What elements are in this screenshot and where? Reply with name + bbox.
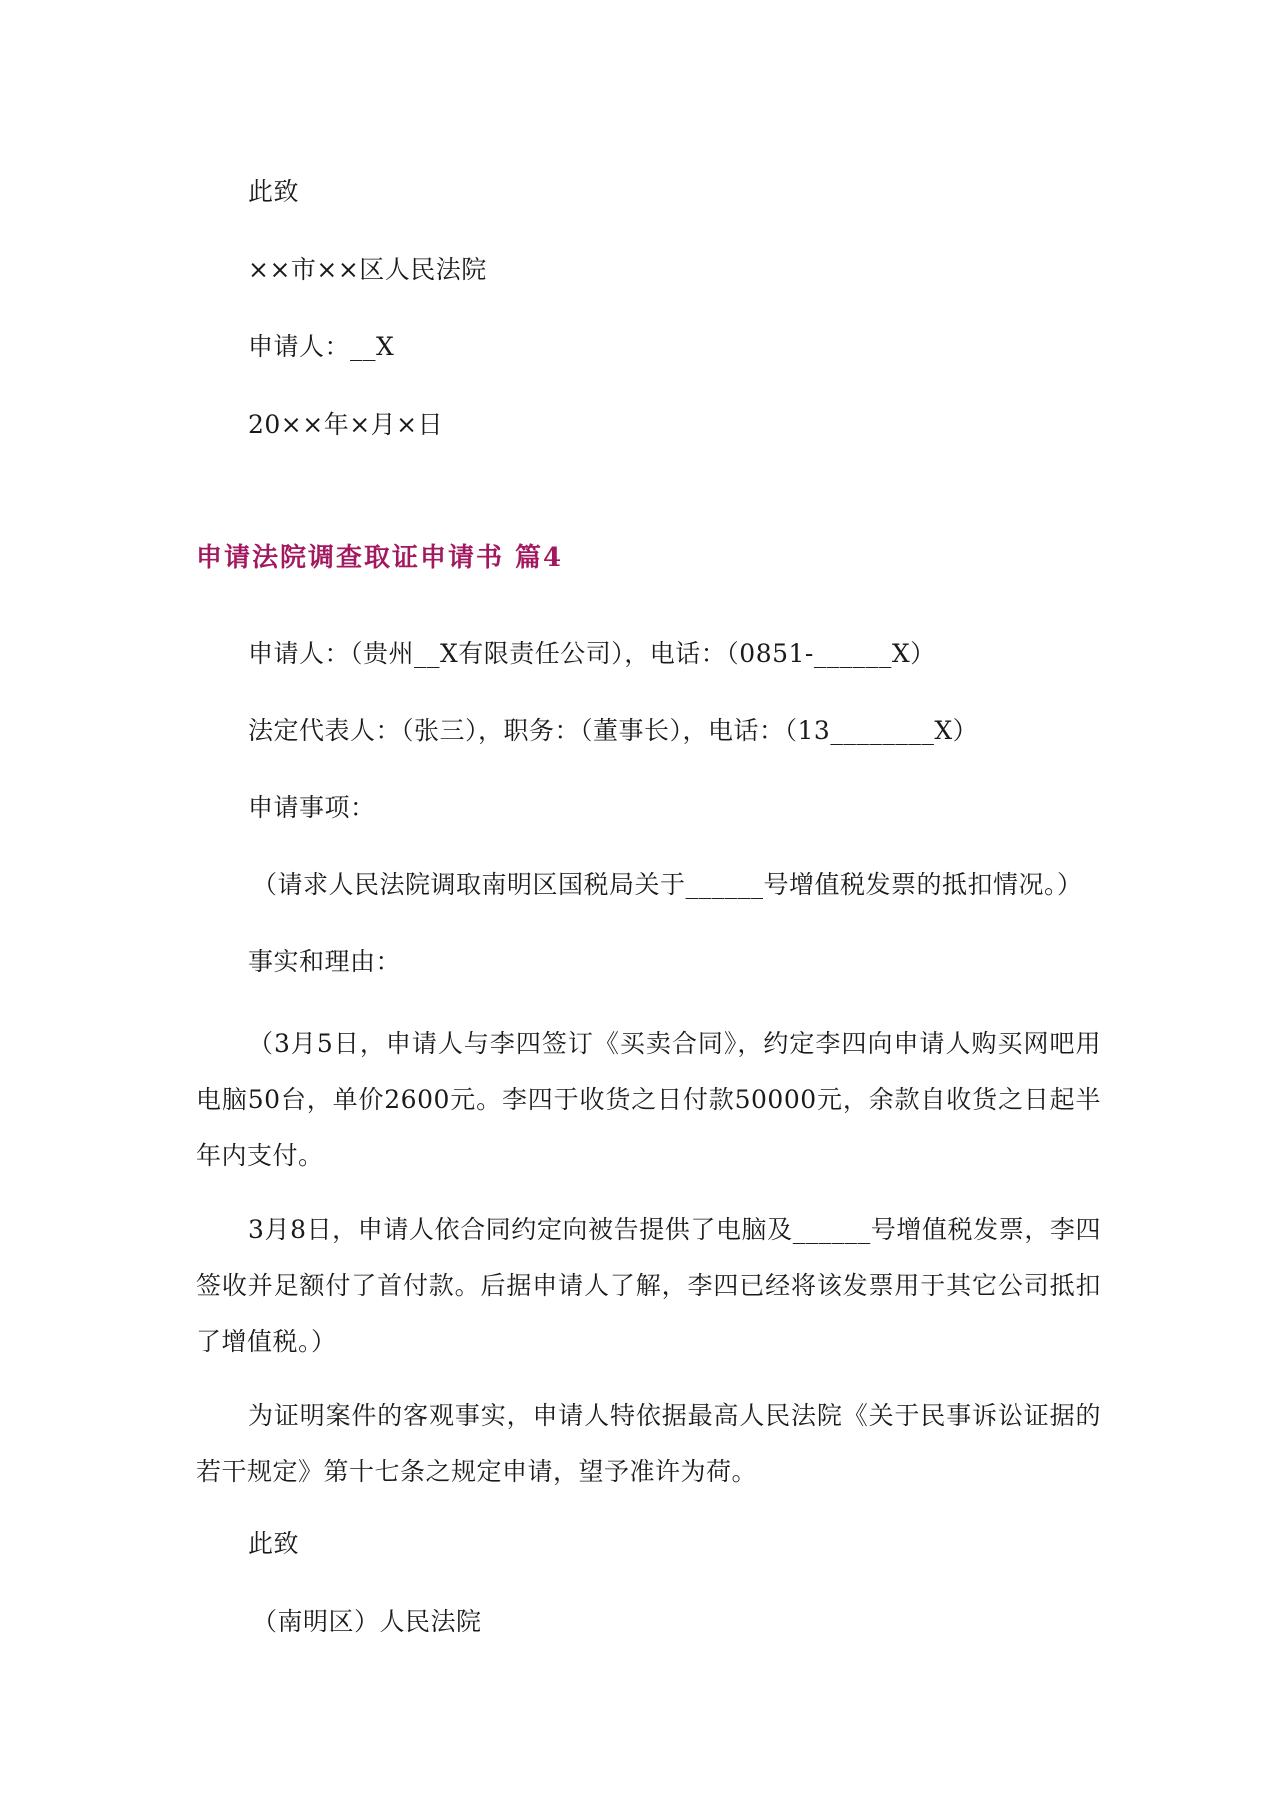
court-name: ××市××区人民法院 (248, 255, 487, 284)
basis-paragraph: 为证明案件的客观事实，申请人特依据最高人民法院《关于民事诉讼证据的若干规定》第十七条之规定申请，望予准许为荷。 (196, 1401, 1101, 1486)
applicant-signature: 申请人：__X (248, 332, 395, 361)
legal-representative-line: 法定代表人：（张三），职务：（董事长），电话：（13________X） (248, 716, 979, 745)
facts-label: 事实和理由： (248, 947, 402, 976)
salutation-text: 此致 (248, 1529, 300, 1558)
matters-label: 申请事项： (248, 793, 376, 822)
court-name: （南明区）人民法院 (252, 1607, 482, 1636)
applicant-line: 申请人：（贵州__X有限责任公司），电话：（0851-______X） (248, 639, 936, 668)
signature-date: 20××年×月×日 (248, 410, 444, 439)
salutation-text: 此致 (248, 177, 300, 206)
facts-paragraph: 3月8日，申请人依合同约定向被告提供了电脑及______号增值税发票，李四签收并足额付了首付款。后据申请人了解，李四已经将该发票用于其它公司抵扣了增值税。） (196, 1215, 1101, 1356)
section-heading: 申请法院调查取证申请书 篇4 (196, 543, 564, 573)
matters-text: （请求人民法院调取南明区国税局关于______号增值税发票的抵扣情况。） (252, 870, 1083, 899)
facts-paragraph: （3月5日，申请人与李四签订《买卖合同》，约定李四向申请人购买网吧用电脑50台，单价2600元。李四于收货之日付款50000元，余款自收货之日起半年内支付。 (196, 1029, 1101, 1170)
